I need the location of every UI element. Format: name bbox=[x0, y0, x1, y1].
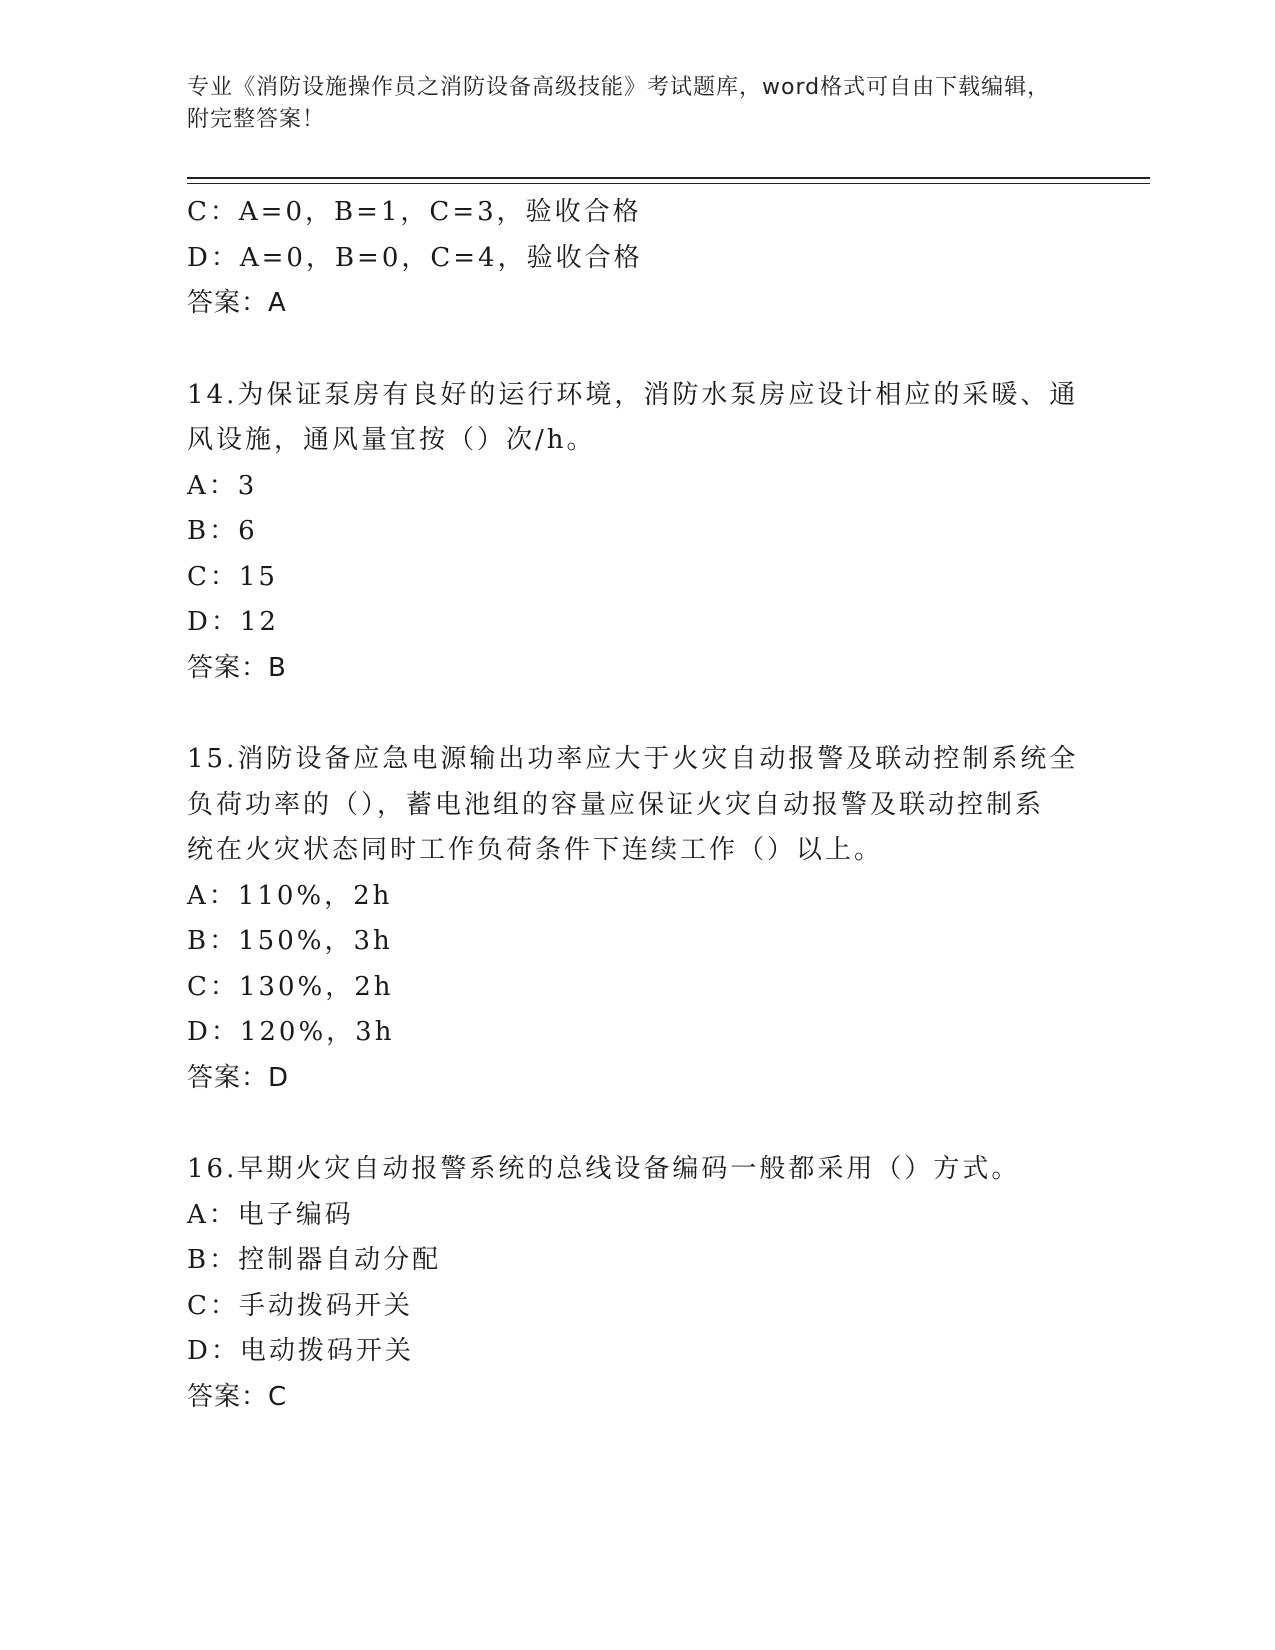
option-d: D：120%，3h bbox=[187, 1017, 395, 1047]
header-rule-thick bbox=[187, 177, 1150, 179]
answer-line: 答案：C bbox=[187, 1381, 288, 1412]
header-rule-thin bbox=[187, 183, 1150, 184]
question-15 bbox=[187, 737, 1087, 1101]
question-13-tail bbox=[187, 190, 1087, 327]
option-a: A：电子编码 bbox=[187, 1199, 354, 1230]
option-c: C：手动拨码开关 bbox=[187, 1290, 413, 1321]
question-text-line: 15.消防设备应急电源输出功率应大于火灾自动报警及联动控制系统全 bbox=[187, 744, 1079, 774]
question-14 bbox=[187, 373, 1087, 692]
answer-line: 答案：D bbox=[187, 1062, 290, 1093]
spacer bbox=[187, 327, 1087, 373]
option-d: D：A=0，B=0，C=4，验收合格 bbox=[187, 242, 643, 273]
option-b: B：控制器自动分配 bbox=[187, 1245, 442, 1275]
question-16 bbox=[187, 1147, 1087, 1420]
question-text-line: 16.早期火灾自动报警系统的总线设备编码一般都采用（）方式。 bbox=[187, 1154, 1021, 1184]
option-d: D：12 bbox=[187, 607, 279, 637]
spacer bbox=[187, 691, 1087, 737]
question-text-line: 风设施，通风量宜按（）次/h。 bbox=[187, 425, 596, 455]
question-text-line: 负荷功率的（），蓄电池组的容量应保证火灾自动报警及联动控制系 bbox=[187, 789, 1045, 820]
answer-line: 答案：A bbox=[187, 288, 287, 318]
option-d: D：电动拨码开关 bbox=[187, 1336, 414, 1366]
answer-line: 答案：B bbox=[187, 652, 287, 683]
option-a: A：110%，2h bbox=[187, 880, 393, 911]
option-b: B：6 bbox=[187, 516, 258, 546]
question-list bbox=[187, 190, 1087, 1420]
option-a: A：3 bbox=[187, 470, 258, 501]
question-text-line: 统在火灾状态同时工作负荷条件下连续工作（）以上。 bbox=[187, 835, 884, 865]
option-c: C：A=0，B=1，C=3，验收合格 bbox=[187, 197, 642, 227]
question-text-line: 14.为保证泵房有良好的运行环境，消防水泵房应设计相应的采暖、通 bbox=[187, 379, 1079, 410]
option-b: B：150%，3h bbox=[187, 926, 393, 956]
option-c: C：15 bbox=[187, 561, 278, 592]
option-c: C：130%，2h bbox=[187, 971, 394, 1002]
document-header: 专业《消防设施操作员之消防设备高级技能》考试题库，word格式可自由下载编辑，附完整答案！ bbox=[187, 75, 1051, 132]
spacer bbox=[187, 1101, 1087, 1147]
